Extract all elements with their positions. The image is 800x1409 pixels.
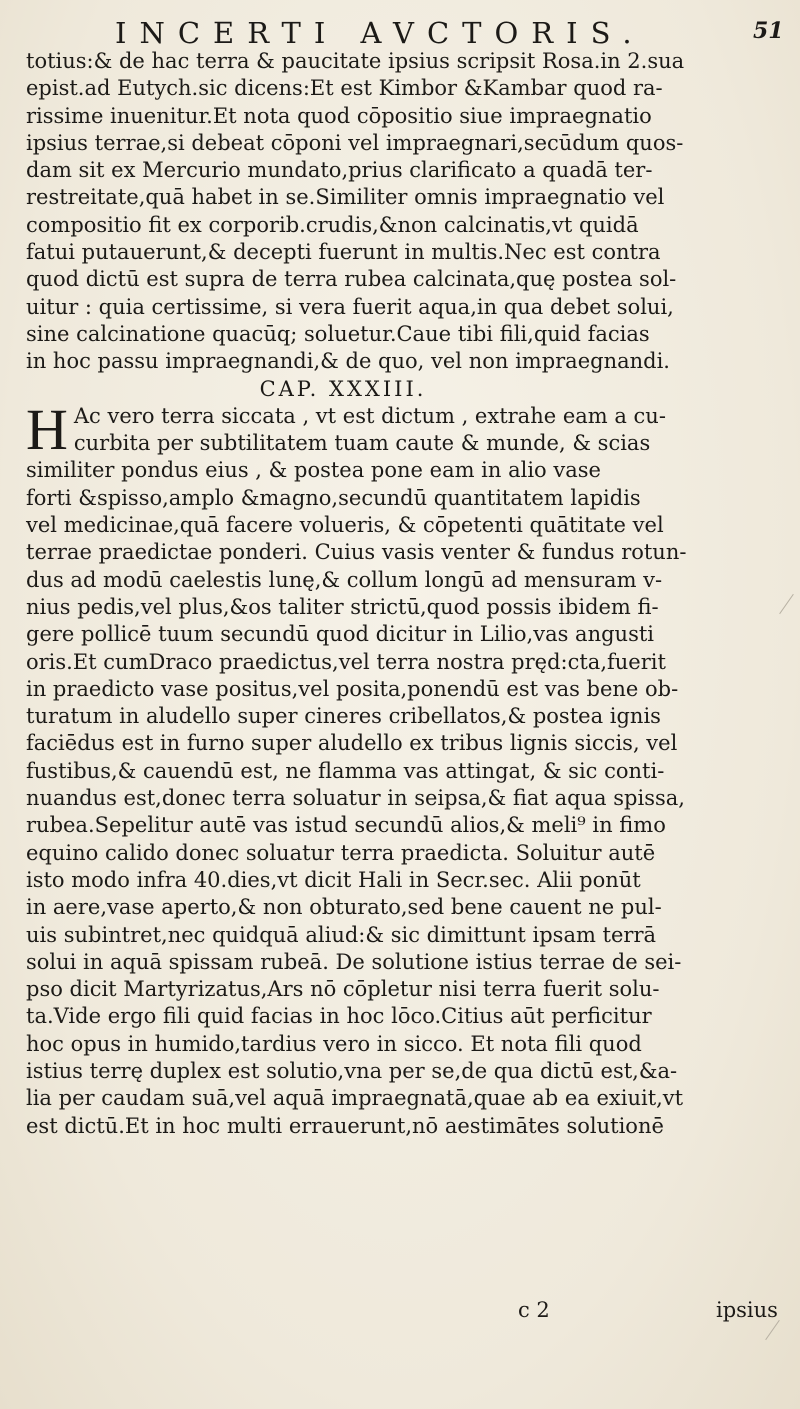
signature-mark: c 2 [518, 1298, 550, 1322]
catchword: ipsius [716, 1298, 778, 1322]
text-line: sine calcinatione quacūq; soluetur.Caue tibi fili,quid facias [26, 321, 650, 346]
text-line: nuandus est,donec terra soluatur in seipsa,& fiat aqua spissa, [26, 786, 685, 811]
text-line: terrae praedictae ponderi. Cuius vasis venter & fundus rotun- [26, 540, 687, 565]
text-line: quod dictū est supra de terra rubea calcinata,quę postea sol- [26, 267, 677, 292]
text-line: lia per caudam suā,vel aquā impraegnatā,quae ab ea exiuit,vt [26, 1086, 684, 1111]
text-line: hoc opus in humido,tardius vero in sicco. Et nota fili quod [26, 1031, 642, 1056]
chapter-heading: CAP. XXXIII. [259, 376, 427, 401]
text-line: isto modo infra 40.dies,vt dicit Hali in Secr.sec. Alii ponūt [26, 867, 641, 892]
text-line: rissime inuenitur.Et nota quod cōpositio siue impraegnatio [26, 103, 652, 128]
text-line: nius pedis,vel plus,&os taliter strictū,quod possis ibidem fi- [26, 594, 659, 619]
text-line: fustibus,& cauendū est, ne flamma vas attingat, & sic conti- [26, 758, 665, 783]
text-line: dam sit ex Mercurio mundato,prius clarificato a quadā ter- [26, 158, 653, 183]
paragraph-1 [26, 48, 780, 376]
text-line: in hoc passu impraegnandi,& de quo, vel non impraegnandi. [26, 349, 670, 374]
text-line: forti &spisso,amplo &magno,secundū quantitatem lapidis [26, 485, 641, 510]
text-line: est dictū.Et in hoc multi errauerunt,nō aestimātes solutionē [26, 1113, 664, 1138]
text-line: vel medicinae,quā facere volueris, & cōpetenti quātitate vel [26, 513, 664, 538]
margin-pencil-mark [765, 1320, 780, 1340]
running-head: INCERTI AVCTORIS. [115, 16, 645, 50]
text-line: gere pollicē tuum secundū quod dicitur in Lilio,vas angusti [26, 622, 655, 647]
text-line: solui in aquā spissam rubeā. De solutione istius terrae de sei- [26, 949, 682, 974]
text-line: istius terrę duplex est solutio,vna per se,de qua dictū est,&a- [26, 1058, 678, 1083]
text-line: ipsius terrae,si debeat cōponi vel impraegnari,secūdum quos- [26, 130, 684, 155]
text-line: similiter pondus eius , & postea pone eam in alio vase [26, 458, 601, 483]
paragraph-2 [26, 396, 780, 1140]
margin-pencil-mark [779, 594, 794, 614]
text-line: rubea.Sepelitur autē vas istud secundū alios,& meli⁹ in fimo [26, 813, 666, 838]
text-line: ta.Vide ergo fili quid facias in hoc lōco.Citius aūt perficitur [26, 1004, 652, 1029]
text-line: pso dicit Martyrizatus,Ars nō cōpletur nisi terra fuerit solu- [26, 977, 660, 1002]
text-line: compositio fit ex corporib.crudis,&non calcinatis,vt quidā [26, 212, 639, 237]
text-line: in aere,vase aperto,& non obturato,sed bene cauent ne pul- [26, 895, 662, 920]
text-line: turatum in aludello super cineres cribellatos,& postea ignis [26, 704, 661, 729]
body-text [26, 48, 780, 1140]
text-line: faciēdus est in furno super aludello ex tribus lignis siccis, vel [26, 731, 678, 756]
text-line: in praedicto vase positus,vel posita,ponendū est vas bene ob- [26, 676, 679, 701]
text-line: restreitate,quā habet in se.Similiter omnis impraegnatio vel [26, 185, 665, 210]
text-line: oris.Et cumDraco praedictus,vel terra nostra pręd:cta,fuerit [26, 649, 666, 674]
text-line: uitur : quia certissime, si vera fuerit aqua,in qua debet solui, [26, 294, 674, 319]
drop-capital: H [26, 396, 68, 462]
text-line: fatui putauerunt,& decepti fuerunt in multis.Nec est contra [26, 240, 661, 265]
text-line: curbita per subtilitatem tuam caute & munde, & scias [73, 431, 651, 456]
text-line: equino calido donec soluatur terra praedicta. Soluitur autē [26, 840, 656, 865]
text-line: dus ad modū caelestis lunę,& collum longū ad mensuram v- [26, 567, 663, 592]
text-line: totius:& de hac terra & paucitate ipsius scripsit Rosa.in 2.sua [26, 49, 685, 73]
text-line: epist.ad Eutych.sic dicens:Et est Kimbor &Kambar quod ra- [26, 76, 663, 101]
page-number: 51 [753, 18, 784, 44]
text-line: uis subintret,nec quidquā aliud:& sic dimittunt ipsam terrā [26, 922, 657, 947]
text-line: Ac vero terra siccata , vt est dictum , extrahe eam a cu- [73, 403, 666, 428]
